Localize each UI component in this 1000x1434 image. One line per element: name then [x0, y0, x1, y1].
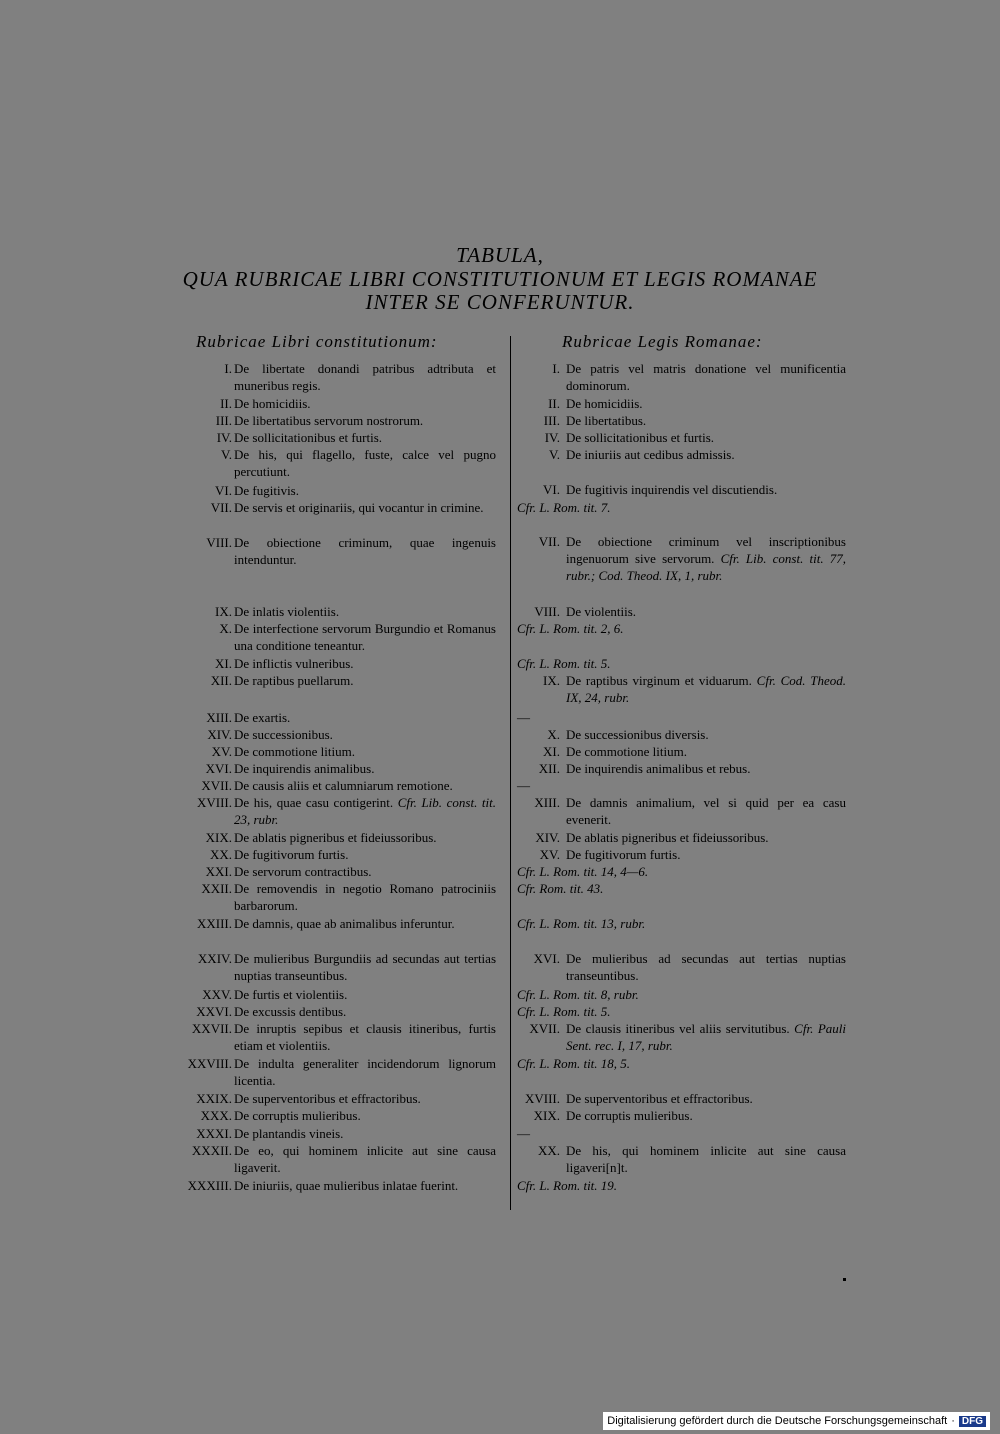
page-mark	[843, 1278, 846, 1281]
rubric-reference: Cfr. Cod. Theod. IX, 24, rubr.	[566, 673, 846, 705]
rubric-text: De libertate donandi patribus adtributa et muneribus regis.	[234, 361, 496, 393]
rubric-text: De removendis in negotio Romano patrociniis barbarorum.	[234, 881, 496, 913]
rubric-number: X.	[547, 727, 560, 742]
rubric-number: XII.	[538, 761, 560, 776]
title-line-3: INTER SE CONFERUNTUR.	[365, 290, 635, 314]
rubric-text: De inquirendis animalibus et rebus.	[566, 761, 751, 776]
rubric-text: De commotione litium.	[234, 744, 355, 759]
cross-reference: Cfr. L. Rom. tit. 2, 6.	[517, 621, 624, 636]
cross-reference: —	[517, 1126, 530, 1141]
rubric-number: XXXIII.	[187, 1178, 232, 1193]
rubric-text: De interfectione servorum Burgundio et Romanus una conditione teneantur.	[234, 621, 496, 653]
rubric-number: XIX.	[533, 1108, 560, 1123]
rubric-number: XX.	[209, 847, 232, 862]
title-line-1: TABULA,	[456, 243, 544, 267]
cross-reference: Cfr. L. Rom. tit. 5.	[517, 1004, 611, 1019]
rubric-text: De obiectione criminum vel inscriptionibus ingenuorum sive servorum. Cfr. Lib. const. tit. 77, rubr.; Cod. Theod. IX, 1, rubr.	[566, 534, 846, 583]
cross-reference: Cfr. L. Rom. tit. 8, rubr.	[517, 987, 639, 1002]
rubric-text: De servis et originariis, qui vocantur in crimine.	[234, 500, 484, 515]
rubric-number: II.	[220, 396, 232, 411]
rubric-number: XXXI.	[196, 1126, 232, 1141]
rubric-number: VII.	[538, 534, 560, 549]
rubric-text: De iniuriis aut cedibus admissis.	[566, 447, 735, 462]
rubric-number: XXIV.	[197, 951, 232, 966]
rubric-number: XVI.	[205, 761, 232, 776]
rubric-text: De excussis dentibus.	[234, 1004, 347, 1019]
rubric-number: III.	[215, 413, 232, 428]
rubric-number: XVIII.	[196, 795, 232, 810]
rubric-number: IV.	[544, 430, 560, 445]
cross-reference: Cfr. L. Rom. tit. 5.	[517, 656, 611, 671]
rubric-text: De mulieribus Burgundiis ad secundas aut tertias nuptias transeuntibus.	[234, 951, 496, 983]
rubric-text: De sollicitationibus et furtis.	[234, 430, 383, 445]
left-column-heading: Rubricae Libri constitutionum:	[196, 332, 438, 351]
rubric-number: XIII.	[206, 710, 232, 725]
cross-reference: Cfr. L. Rom. tit. 7.	[517, 500, 611, 515]
rubric-text: De plantandis vineis.	[234, 1126, 344, 1141]
rubric-number: VI.	[215, 483, 232, 498]
rubric-number: VI.	[543, 482, 560, 497]
rubric-number: XXXII.	[191, 1143, 232, 1158]
rubric-text: De homicidiis.	[566, 396, 643, 411]
rubric-reference: Cfr. Pauli Sent. rec. I, 17, rubr.	[566, 1021, 846, 1053]
rubric-number: XVIII.	[524, 1091, 560, 1106]
rubric-text: De fugitivorum furtis.	[234, 847, 349, 862]
rubric-text: De clausis itineribus vel aliis servitutibus. Cfr. Pauli Sent. rec. I, 17, rubr.	[566, 1021, 846, 1053]
rubric-text: De mulieribus ad secundas aut tertias nuptias transeuntibus.	[566, 951, 846, 983]
cross-reference: Cfr. L. Rom. tit. 14, 4—6.	[517, 864, 649, 879]
rubric-number: XXX.	[200, 1108, 232, 1123]
rubric-number: XIX.	[205, 830, 232, 845]
right-column-heading: Rubricae Legis Romanae:	[562, 332, 763, 351]
rubric-number: XXII.	[201, 881, 232, 896]
rubric-text: De his, quae casu contigerint. Cfr. Lib. const. tit. 23, rubr.	[234, 795, 496, 827]
rubric-number: III.	[543, 413, 560, 428]
rubric-number: II.	[548, 396, 560, 411]
rubric-number: VIII.	[534, 604, 560, 619]
rubric-number: X.	[219, 621, 232, 636]
rubric-number: XVI.	[533, 951, 560, 966]
rubric-number: XX.	[537, 1143, 560, 1158]
rubric-number: V.	[221, 447, 232, 462]
rubric-text: De violentiis.	[566, 604, 637, 619]
rubric-number: XXIII.	[196, 916, 232, 931]
rubric-number: XIV.	[207, 727, 232, 742]
cross-reference: Cfr. L. Rom. tit. 19.	[517, 1178, 618, 1193]
column-divider	[510, 336, 511, 1210]
rubric-number: IX.	[215, 604, 232, 619]
cross-reference: Cfr. L. Rom. tit. 13, rubr.	[517, 916, 646, 931]
rubric-number: XXVIII.	[187, 1056, 232, 1071]
cross-reference: —	[517, 710, 530, 725]
rubric-text: De ablatis pigneribus et fideiussoribus.	[566, 830, 769, 845]
rubric-number: XI.	[543, 744, 560, 759]
rubric-text: De eo, qui hominem inlicite aut sine causa ligaverit.	[234, 1143, 496, 1175]
rubric-number: XXI.	[205, 864, 232, 879]
rubric-number: IV.	[216, 430, 232, 445]
footer: Digitalisierung gefördert durch die Deutsche Forschungsgemeinschaft · DFG	[603, 1412, 990, 1430]
rubric-number: XVII.	[201, 778, 232, 793]
rubric-text: De indulta generaliter incidendorum lignorum licentia.	[234, 1056, 496, 1088]
rubric-text: De homicidiis.	[234, 396, 311, 411]
rubric-number: XXV.	[202, 987, 232, 1002]
rubric-number: XI.	[215, 656, 232, 671]
rubric-reference: Cfr. Lib. const. tit. 23, rubr.	[234, 795, 496, 827]
rubric-reference: Cfr. Lib. const. tit. 77, rubr.; Cod. Theod. IX, 1, rubr.	[566, 551, 846, 583]
rubric-text: De libertatibus servorum nostrorum.	[234, 413, 424, 428]
rubric-number: IX.	[543, 673, 560, 688]
rubric-text: De inlatis violentiis.	[234, 604, 340, 619]
rubric-number: XIV.	[535, 830, 560, 845]
cross-reference: —	[517, 778, 530, 793]
rubric-text: De superventoribus et effractoribus.	[234, 1091, 421, 1106]
rubric-text: De inflictis vulneribus.	[234, 656, 354, 671]
rubric-text: De causis aliis et calumniarum remotione.	[234, 778, 453, 793]
rubric-number: XXVII.	[191, 1021, 232, 1036]
rubric-text: De patris vel matris donatione vel munificentia dominorum.	[566, 361, 846, 393]
rubric-text: De fugitivis inquirendis vel discutiendis.	[566, 482, 778, 497]
rubric-number: VIII.	[206, 535, 232, 550]
rubric-number: XV.	[539, 847, 560, 862]
rubric-text: De successionibus diversis.	[566, 727, 709, 742]
rubric-text: De raptibus puellarum.	[234, 673, 354, 688]
rubric-text: De exartis.	[234, 710, 291, 725]
rubric-text: De furtis et violentiis.	[234, 987, 348, 1002]
rubric-number: I.	[224, 361, 232, 376]
rubric-text: De fugitivorum furtis.	[566, 847, 681, 862]
rubric-text: De sollicitationibus et furtis.	[566, 430, 715, 445]
rubric-text: De successionibus.	[234, 727, 333, 742]
rubric-number: XXIX.	[196, 1091, 232, 1106]
footer-text: Digitalisierung gefördert durch die Deutsche Forschungsgemeinschaft	[607, 1415, 948, 1427]
cross-reference: Cfr. Rom. tit. 43.	[517, 881, 604, 896]
rubric-text: De inruptis sepibus et clausis itineribus, furtis etiam et violentiis.	[234, 1021, 496, 1053]
rubric-text: De corruptis mulieribus.	[234, 1108, 361, 1123]
rubric-text: De corruptis mulieribus.	[566, 1108, 693, 1123]
rubric-number: I.	[552, 361, 560, 376]
rubric-text: De commotione litium.	[566, 744, 687, 759]
rubric-number: XIII.	[534, 795, 560, 810]
dfg-logo: DFG	[959, 1416, 986, 1427]
rubric-text: De damnis animalium, vel si quid per ea casu evenerit.	[566, 795, 846, 827]
rubric-text: De inquirendis animalibus.	[234, 761, 375, 776]
rubric-text: De his, qui hominem inlicite aut sine causa ligaveri[n]t.	[566, 1143, 846, 1175]
rubric-number: VII.	[210, 500, 232, 515]
cross-reference: Cfr. L. Rom. tit. 18, 5.	[517, 1056, 631, 1071]
rubric-number: XXVI.	[196, 1004, 232, 1019]
title-line-2: QUA RUBRICAE LIBRI CONSTITUTIONUM ET LEGIS ROMANAE	[182, 267, 818, 291]
rubric-text: De ablatis pigneribus et fideiussoribus.	[234, 830, 437, 845]
rubric-text: De obiectione criminum, quae ingenuis intenduntur.	[234, 535, 496, 567]
rubric-text: De damnis, quae ab animalibus inferuntur.	[234, 916, 455, 931]
rubric-text: De libertatibus.	[566, 413, 647, 428]
rubric-text: De iniuriis, quae mulieribus inlatae fuerint.	[234, 1178, 459, 1193]
rubric-text: De fugitivis.	[234, 483, 299, 498]
rubric-number: XII.	[210, 673, 232, 688]
rubric-text: De superventoribus et effractoribus.	[566, 1091, 753, 1106]
rubric-number: XVII.	[529, 1021, 560, 1036]
rubric-text: De servorum contractibus.	[234, 864, 372, 879]
rubric-number: XV.	[211, 744, 232, 759]
rubric-number: V.	[549, 447, 560, 462]
rubric-text: De his, qui flagello, fuste, calce vel pugno percutiunt.	[234, 447, 496, 479]
rubric-text: De raptibus virginum et viduarum. Cfr. Cod. Theod. IX, 24, rubr.	[566, 673, 846, 705]
